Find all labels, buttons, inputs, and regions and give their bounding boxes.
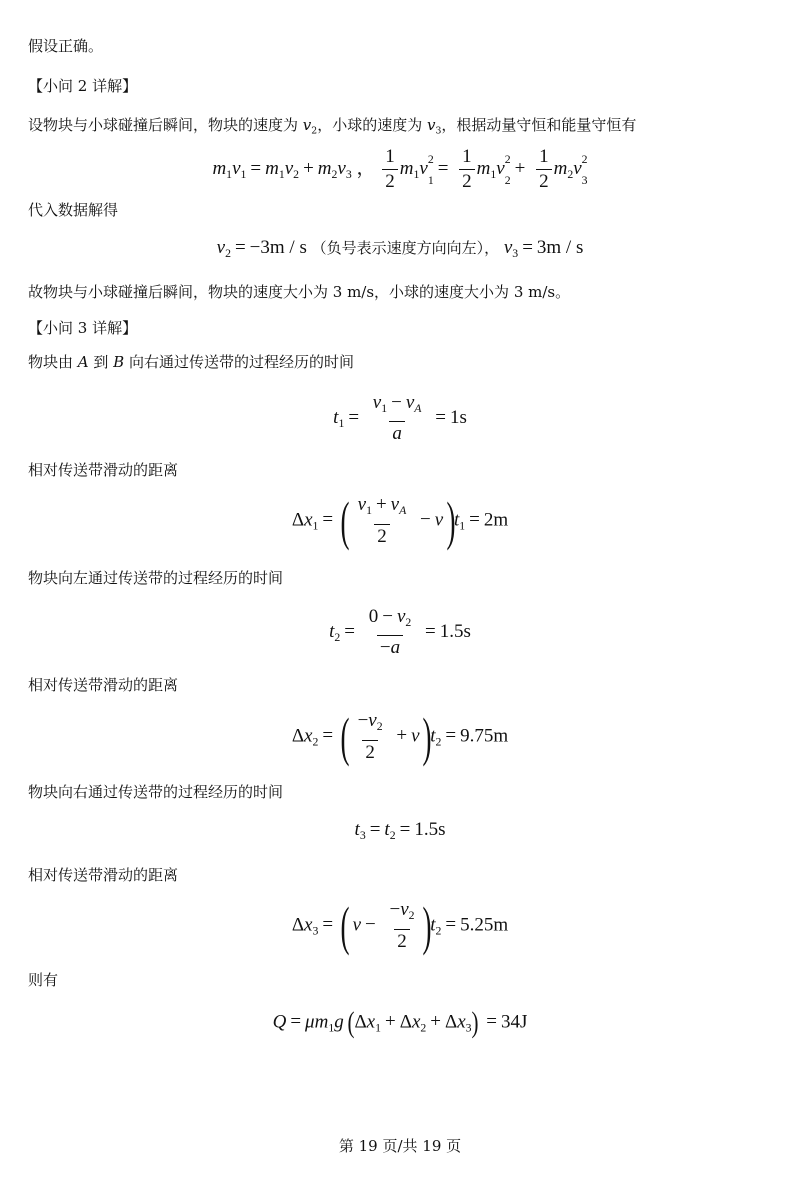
- q-value: 34J: [501, 1011, 528, 1033]
- dx1-value: 2m: [483, 509, 509, 531]
- leftward-time-text: 物块向左通过传送带的过程经历的时间: [28, 569, 284, 587]
- heat-equation: $Q = \mu m_1g$ $(\Delta x_1 + \Delta x_2 + \Delta x_3) = 34J$: [272, 1006, 528, 1039]
- dx3-equation: $\Delta x_3$ = ( v − $\frac{-v_2}{2}$ )$t_2 = 5.25m$: [291, 896, 509, 956]
- section-heading-q2: 【小问 2 详解】: [28, 77, 138, 95]
- page-footer: 第 19 页/共 19 页: [338, 1137, 462, 1155]
- t3-value: 1.5s: [414, 819, 446, 840]
- conclusion-text: 假设正确。: [28, 37, 104, 55]
- t1-equation: $t_1$ = $\frac{v_1 - v_A}{a}$ = 1s: [333, 392, 467, 445]
- v2-value: −3m / s: [249, 237, 307, 258]
- velocity-results: $v_2 = -3m / s$ （负号表示速度方向向左）， $v_3 = 3m / s$: [216, 237, 584, 261]
- slide-distance-text-2: 相对传送带滑动的距离: [28, 676, 179, 694]
- direction-note: （负号表示速度方向向左），: [311, 239, 500, 257]
- q3-intro-text: 物块由 A 到 B 向右通过传送带的过程经历的时间: [28, 353, 354, 371]
- q2-conclusion-text: 故物块与小球碰撞后瞬间，物块的速度大小为 3 m/s，小球的速度大小为 3 m/s。: [28, 283, 571, 301]
- slide-distance-text-1: 相对传送带滑动的距离: [28, 461, 179, 479]
- dx3-value: 5.25m: [460, 914, 509, 936]
- rightward-time-text: 物块向右通过传送带的过程经历的时间: [28, 783, 284, 801]
- slide-distance-text-3: 相对传送带滑动的距离: [28, 866, 179, 884]
- dx2-value: 9.75m: [460, 725, 509, 747]
- t3-equation: $t_3 = t_2 = 1.5s$: [354, 819, 446, 843]
- substitute-text: 代入数据解得: [28, 201, 119, 219]
- therefore-text: 则有: [28, 971, 59, 989]
- t1-value: 1s: [449, 406, 467, 428]
- section-heading-q3: 【小问 3 详解】: [28, 319, 138, 337]
- t2-value: 1.5s: [439, 620, 471, 642]
- t2-equation: $t_2$ = $\frac{0 - v_2}{-a}$ = 1.5s: [329, 606, 471, 659]
- dx2-equation: $\Delta x_2$ = ( $\frac{-v_2}{2}$ + v )$t_2 = 9.75m$: [291, 707, 509, 767]
- dx1-equation: $\Delta x_1$ = ( $\frac{v_1 + v_A}{2}$ − v )$t_1 = 2m$: [291, 491, 509, 551]
- q2-intro-text: 设物块与小球碰撞后瞬间，物块的速度为 $v_2$，小球的速度为 $v_3$，根据动量守恒和能量守恒有: [28, 116, 637, 137]
- conservation-equations: $m_1v_1 = m_1v_2 + m_2v_3$ ， $\frac{1}{2}$ $m_1v$ 2 1 = $\frac{1}{2}$ $m_1v$ 2 2 + $\frac{1}{2}$ $m_2v$ 2 3: [212, 146, 588, 192]
- v3-value: 3m / s: [536, 237, 584, 258]
